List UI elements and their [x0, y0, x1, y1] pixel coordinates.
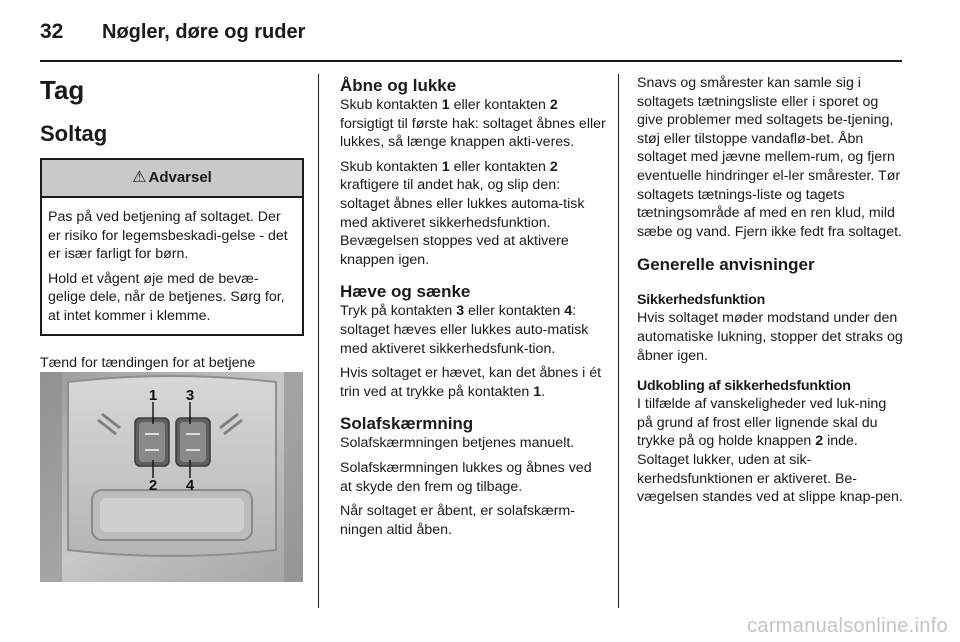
- paragraph-open-close-1: Skub kontakten 1 eller kontakten 2 forsigtigt til første hak: soltaget åbnes eller lukkes, så længe knappen akti-veres.: [340, 97, 606, 151]
- paragraph-open-close-2: Skub kontakten 1 eller kontakten 2 kraftigere til andet hak, og slip den: soltaget åbnes eller lukkes automa-tisk med aktiveret sikkerhedsfunktion. Bevægelsen stoppes ved at aktivere knappen igen.: [340, 158, 585, 268]
- sunroof-switch-photo: [40, 372, 303, 582]
- heading-raise-lower: Hæve og sænke: [340, 282, 471, 302]
- figure-label-3: 3: [185, 387, 195, 404]
- column-divider-1: [318, 74, 319, 608]
- column-3: [637, 72, 905, 507]
- header-rule: [40, 60, 902, 62]
- column-divider-2: [618, 74, 619, 608]
- figure-label-1: 1: [148, 387, 158, 404]
- paragraph-disable-safety: I tilfælde af vanskeligheder ved luk-ning på grund af frost eller lignende skal du trykke på og holde knappen 2 inde. Soltaget lukker, uden at sik-kerhedsfunktionen er aktiveret. Be-vægelsen standes ved at slippe knap-pen.: [637, 396, 903, 506]
- paragraph-maintenance: Snavs og smårester kan samle sig i soltagets tætningsliste eller i sporet og give problemer med soltagets be-tjening, støj eller tilstoppe vandaflø-bet. Åbn soltaget med jævne mellem-rum, og fjern eventuelle hindringer el-ler smårester. Tør soltagets tætnings-liste og tagets tætningsområde af med en ren klud, mild sæbe og vand. Fjern ikke fedt fra soltaget.: [637, 75, 902, 240]
- section-subtitle: Soltag: [40, 121, 108, 146]
- paragraph-raise-lower-2: Hvis soltaget er hævet, kan det åbnes i ét trin ved at trykke på kontakten 1.: [340, 365, 602, 400]
- paragraph-safety-function: Hvis soltaget møder modstand under den automatiske lukning, stopper det straks og åbner igen.: [637, 310, 903, 364]
- paragraph-sunshade-1: Solafskærmningen betjenes manuelt.: [340, 435, 575, 452]
- column-1: [40, 72, 304, 391]
- warning-box: [40, 158, 304, 336]
- watermark: carmanualsonline.info: [747, 615, 948, 637]
- chapter-title: Nøgler, døre og ruder: [102, 20, 306, 43]
- heading-general-instructions: Generelle anvisninger: [637, 255, 815, 275]
- section-title: Tag: [40, 75, 85, 105]
- heading-disable-safety: Udkobling af sikkerhedsfunktion: [637, 378, 851, 395]
- column-2: [340, 72, 606, 539]
- paragraph-sunshade-3: Når soltaget er åbent, er solafskærm-ningen altid åben.: [340, 503, 575, 538]
- heading-safety-function: Sikkerhedsfunktion: [637, 292, 766, 309]
- figure-label-4: 4: [185, 477, 195, 494]
- heading-open-close: Åbne og lukke: [340, 76, 457, 95]
- figure-label-2: 2: [148, 477, 158, 494]
- intro-paragraph: Tænd for tændingen for at betjene: [40, 354, 256, 371]
- warning-paragraph-1: Pas på ved betjening af soltaget. Der er risiko for legemsbeskadi-gelse - det er især farligt for børn.: [48, 209, 288, 263]
- warning-triangle-icon: ⚠: [132, 168, 147, 186]
- paragraph-sunshade-2: Solafskærmningen lukkes og åbnes ved at skyde den frem og tilbage.: [340, 459, 592, 495]
- warning-header: [42, 160, 302, 198]
- paragraph-raise-lower-1: Tryk på kontakten 3 eller kontakten 4: soltaget hæves eller lukkes auto-matisk med aktiveret sikkerhedsfunk-tion.: [340, 303, 589, 357]
- heading-sunshade: Solafskærmning: [340, 414, 474, 434]
- warning-label: Advarsel: [148, 168, 212, 186]
- page-number: 32: [40, 20, 64, 43]
- page-header: [40, 14, 305, 50]
- warning-paragraph-2: Hold et vågent øje med de bevæ-gelige dele, når de betjenes. Sørg for, at intet kommer i klemme.: [48, 270, 285, 324]
- warning-body: [42, 198, 302, 334]
